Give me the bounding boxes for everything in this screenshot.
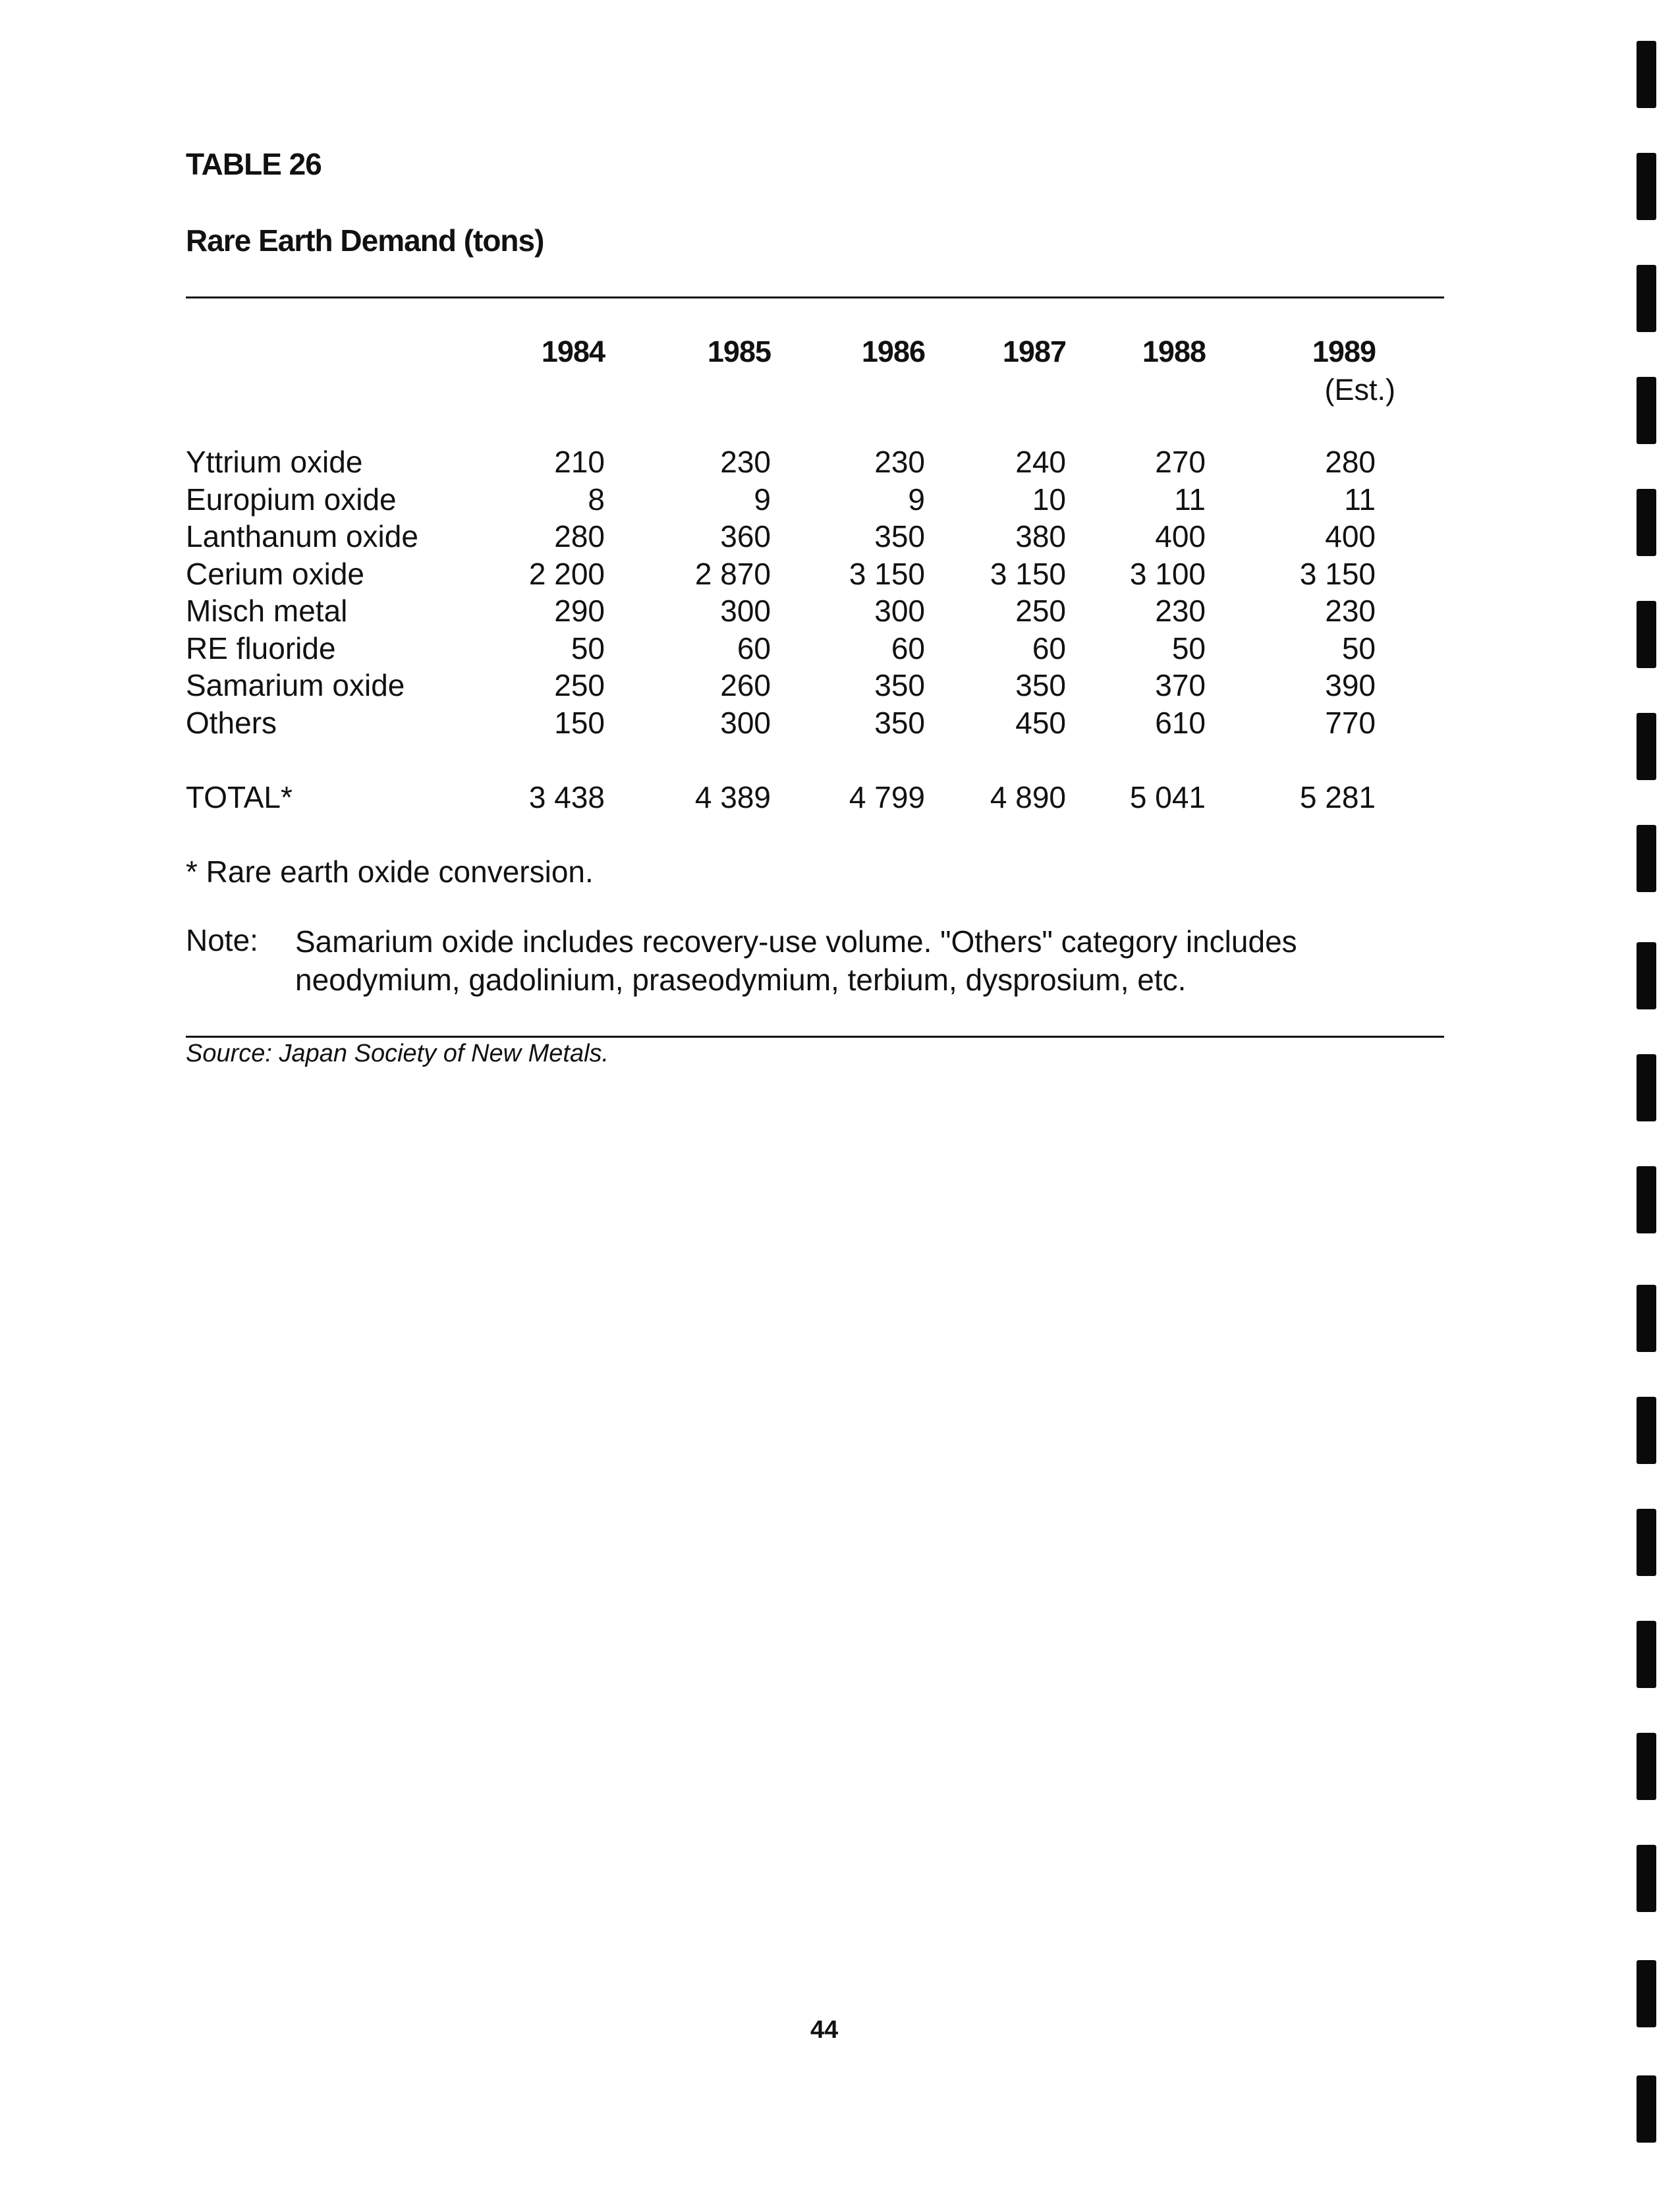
table-cell: 230 (1155, 594, 1206, 628)
table-cell: 230 (720, 445, 771, 479)
row-label-lanthanum-oxide: Lanthanum oxide (186, 519, 418, 553)
bottom-rule (186, 1036, 1444, 1038)
table-cell: 2 870 (694, 557, 771, 591)
row-label-re-fluoride: RE fluoride (186, 631, 336, 665)
table-cell: 300 (874, 594, 925, 628)
total-cell: 4 890 (990, 780, 1066, 814)
binder-mark (1637, 377, 1656, 444)
binder-mark (1637, 1845, 1656, 1912)
column-header-1985: 1985 (707, 335, 771, 368)
row-label-samarium-oxide: Samarium oxide (186, 668, 405, 702)
row-label-others: Others (186, 706, 277, 740)
binder-mark (1637, 1733, 1656, 1800)
table-cell: 230 (874, 445, 925, 479)
table-cell: 250 (554, 668, 605, 702)
table-cell: 8 (588, 482, 605, 517)
row-label-cerium-oxide: Cerium oxide (186, 557, 364, 591)
binder-mark (1637, 1397, 1656, 1464)
table-cell: 9 (908, 482, 925, 517)
table-cell: 240 (1015, 445, 1066, 479)
total-cell: 4 799 (849, 780, 925, 814)
total-cell: 5 281 (1299, 780, 1376, 814)
table-cell: 50 (571, 631, 605, 665)
table-cell: 270 (1155, 445, 1206, 479)
table-cell: 3 150 (990, 557, 1066, 591)
table-number: TABLE 26 (186, 147, 322, 181)
total-cell: 3 438 (528, 780, 605, 814)
row-label-total: TOTAL* (186, 780, 293, 814)
table-cell: 350 (874, 519, 925, 553)
column-header-estimate-note: (Est.) (1324, 373, 1395, 407)
binder-mark (1637, 153, 1656, 220)
row-label-yttrium-oxide: Yttrium oxide (186, 445, 363, 479)
table-cell: 350 (874, 706, 925, 740)
table-cell: 300 (720, 594, 771, 628)
table-cell: 230 (1325, 594, 1376, 628)
table-cell: 3 150 (1299, 557, 1376, 591)
row-label-europium-oxide: Europium oxide (186, 482, 397, 517)
table-cell: 610 (1155, 706, 1206, 740)
column-header-1989: 1989 (1312, 335, 1376, 368)
table-cell: 3 150 (849, 557, 925, 591)
table-cell: 450 (1015, 706, 1066, 740)
total-cell: 5 041 (1129, 780, 1206, 814)
table-cell: 10 (1032, 482, 1066, 517)
binder-mark (1637, 713, 1656, 780)
binder-mark (1637, 1166, 1656, 1233)
table-cell: 11 (1174, 482, 1206, 517)
table-cell: 290 (554, 594, 605, 628)
column-header-1988: 1988 (1142, 335, 1206, 368)
table-cell: 350 (874, 668, 925, 702)
table-cell: 400 (1155, 519, 1206, 553)
row-label-misch-metal: Misch metal (186, 594, 348, 628)
footnote: * Rare earth oxide conversion. (186, 855, 594, 889)
table-cell: 280 (1325, 445, 1376, 479)
binder-mark (1637, 1509, 1656, 1576)
table-cell: 150 (554, 706, 605, 740)
page-number: 44 (810, 2016, 839, 2044)
column-header-1986: 1986 (861, 335, 925, 368)
table-cell: 260 (720, 668, 771, 702)
note-text: Samarium oxide includes recovery-use volume. "Others" category includes neodymium, gadolinium, praseodymium, terbium, dysprosium, etc. (295, 924, 1297, 997)
table-cell: 770 (1325, 706, 1376, 740)
column-header-1987: 1987 (1002, 335, 1066, 368)
table-cell: 400 (1325, 519, 1376, 553)
table-cell: 60 (891, 631, 925, 665)
column-header-1984: 1984 (541, 335, 605, 368)
binder-mark (1637, 601, 1656, 668)
source-line: Source: Japan Society of New Metals. (186, 1040, 609, 1067)
binder-mark (1637, 265, 1656, 332)
table-cell: 2 200 (528, 557, 605, 591)
table-cell: 350 (1015, 668, 1066, 702)
binder-mark (1637, 942, 1656, 1009)
note-label: Note: (186, 923, 258, 957)
table-cell: 300 (720, 706, 771, 740)
binder-mark (1637, 1054, 1656, 1121)
table-cell: 50 (1171, 631, 1206, 665)
table-cell: 11 (1344, 482, 1376, 517)
table-cell: 210 (554, 445, 605, 479)
table-cell: 60 (737, 631, 771, 665)
table-cell: 250 (1015, 594, 1066, 628)
table-title: Rare Earth Demand (tons) (186, 223, 544, 258)
table-cell: 9 (754, 482, 771, 517)
binder-mark (1637, 2075, 1656, 2143)
table-cell: 390 (1325, 668, 1376, 702)
table-cell: 380 (1015, 519, 1066, 553)
table-cell: 280 (554, 519, 605, 553)
binder-mark (1637, 1960, 1656, 2027)
table-cell: 50 (1341, 631, 1376, 665)
table-cell: 3 100 (1129, 557, 1206, 591)
binder-mark (1637, 1285, 1656, 1352)
table-cell: 360 (720, 519, 771, 553)
total-cell: 4 389 (694, 780, 771, 814)
table-cell: 370 (1155, 668, 1206, 702)
binder-mark (1637, 41, 1656, 108)
binder-mark (1637, 489, 1656, 556)
top-rule (186, 296, 1444, 298)
binder-mark (1637, 1621, 1656, 1688)
binder-mark (1637, 825, 1656, 892)
table-cell: 60 (1032, 631, 1066, 665)
